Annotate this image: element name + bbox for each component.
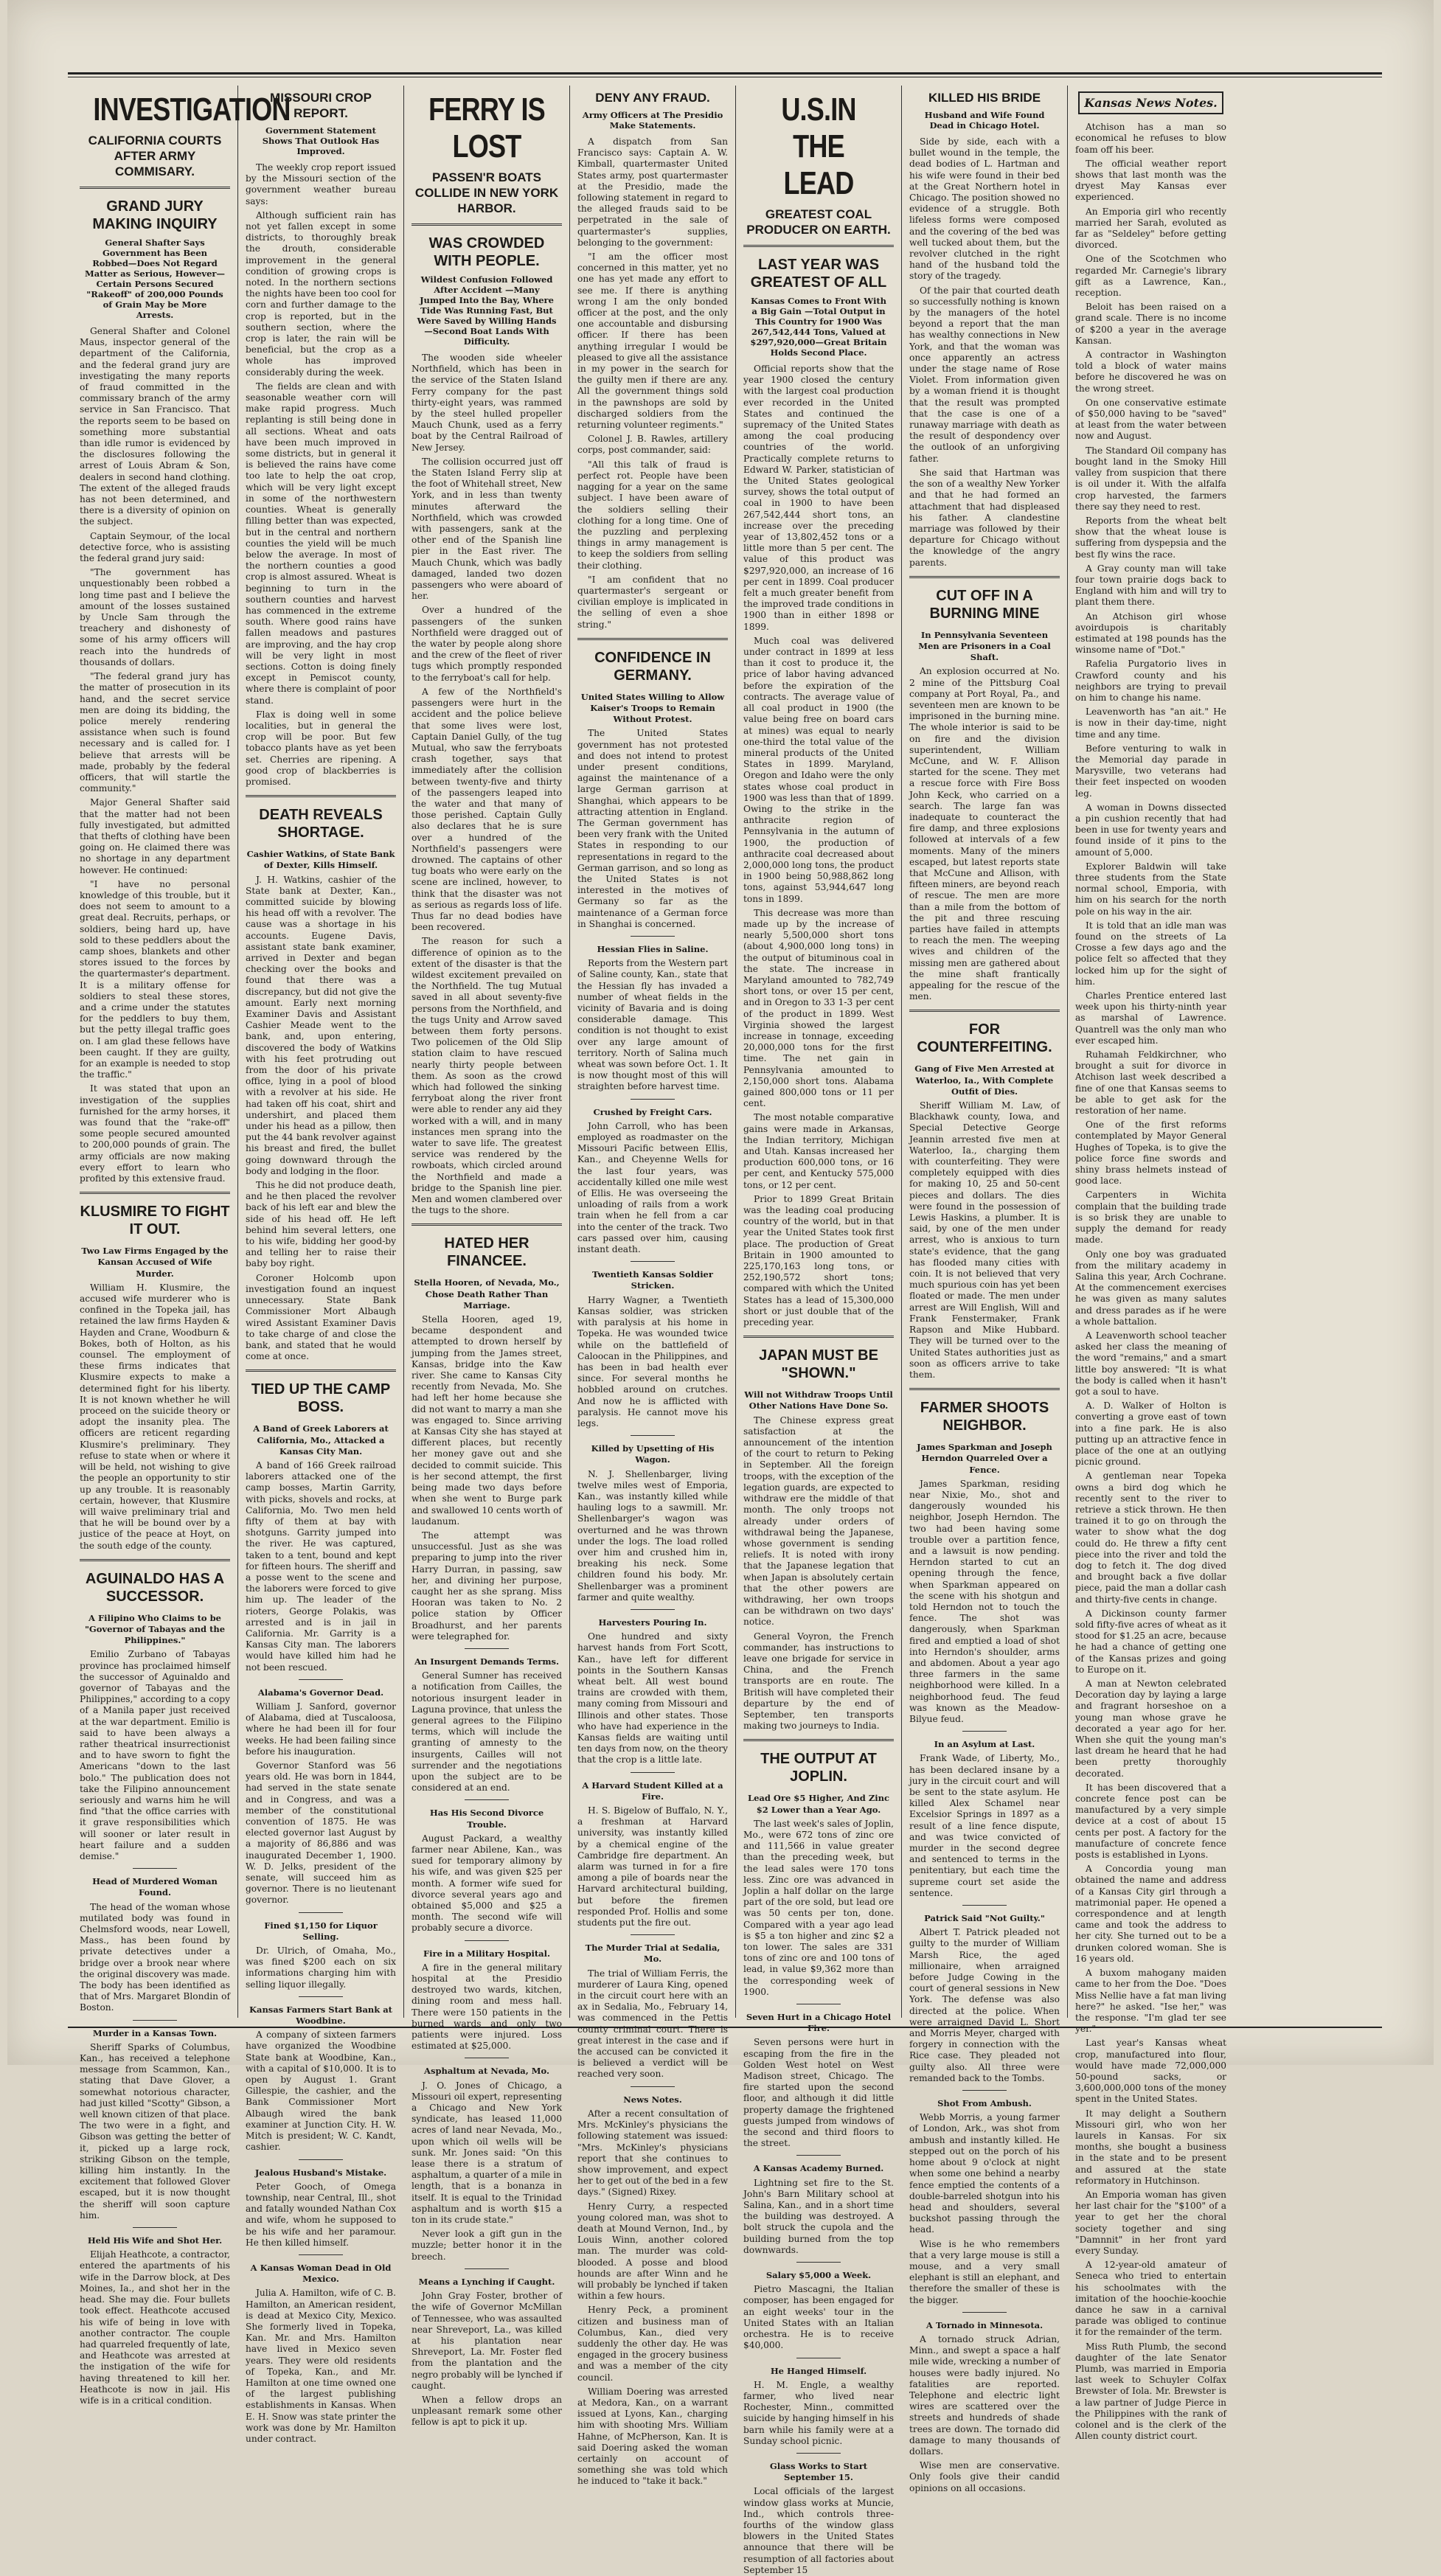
article-paragraph: Official reports show that the year 1900 closed the century with the largest coal production ever recorded in the United States and continued the supremacy of the United States among the coal producing countries of the world. Practically complete returns to Edward W. Parker, statistician of the United States geological survey, shows the total output of coal in 1900 to have been 267,542,444 short tons, an increase over the preceding year of 13,802,452 tons or a little more than 5 per cent. The value of this product was $297,920,000, an increase of 16 per cent in 1899. Coal producer felt a much greater benefit from the improved trade conditions in 1900 than in either 1898 or 1899. [743,364,894,632]
article-paragraph: The reason for such a difference of opinion as to the extent of the disaster is that the wildest excitement prevailed on the Northfield. The tug Mutual saved in all about seventy-five persons from the Northfield, and the tugs Unity and Arrow saved between them forty persons. Two policemen of the Old Slip station claim to have rescued nearly thirty people between them. As soon as the crowd which had followed the sinking ferryboat along the river front were able to render any aid they worked with a will, and in many instances men sprang into the water to save life. The greatest service was rendered by the rowboats, which circled around the Northfield and made a bridge to the Spanish line pier. Men and women clambered over the tugs to the shore. [412,936,562,1216]
article-paragraph: An Atchison girl whose avoirdupois is charitably estimated at 198 pounds has the winsome name of "Dot." [1075,611,1226,656]
article-paragraph: Dr. Ulrich, of Omaha, Mo., was fined $200 each on six informations charging him with selling liquor illegally. [246,1945,396,1990]
top-rule [68,72,1382,74]
article-paragraph: The head of the woman whose mutilated body was found in Chelmsford woods, near Lowell, Mass., has been found by private detectives under a bridge over a brook near where the original discovery was made. The body has been identified as that of Mrs. Margaret Blondin of Boston. [80,1901,230,2013]
article-paragraph: Side by side, each with a bullet wound in the temple, the dead bodies of L. Hartman and his wife were found in their bed at the Great Northern hotel in Chicago. The position showed no evidence of a struggle. Both lifeless forms were composed and the covering of the bed was well tucked about them, but the revolver clutched in the right hand of the husband told the story of the tragedy. [909,136,1060,282]
article-paragraph: The Standard Oil company has bought land in the Smoky Hill valley from suspicion that there is oil under it. With the alfalfa crop harvested, the farmers there say they need to rest. [1075,445,1226,512]
item-headline: Harvesters Pouring In. [598,1617,707,1628]
article-paragraph: A 12-year-old amateur of Seneca who tried to entertain his schoolmates with the imitation of the hoochie-koochie dance he saw in a carnival parade was obliged to continue it for the remainder of the term. [1075,2260,1226,2338]
item-separator [631,1609,675,1610]
item-separator [299,2159,343,2160]
article-paragraph: General Sumner has received a notification from Cailles, the notorious insurgent leader in Laguna province, that unless the general agrees to the Filipino terms, which will include the granting of amnesty to the insurgents, Cailles will not surrender and the negotiations upon the subject are to be considered at an end. [412,1670,562,1794]
article-paragraph: Over a hundred of the passengers of the sunken Northfield were dragged out of the water by people along shore and the crew of the fleet of river tugs which promptly responded to the ferryboat's call for help. [412,605,562,683]
article-paragraph: An explosion occurred at No. 2 mine of the Pittsburg Coal company at Port Royal, Pa., and seventeen men are known to be imprisoned in the burning mine. The whole interior is said to be on fire and the division superintendent, William McCune, and W. F. Allison started for the scene. They met a rescue force with Fire Boss John Keck, who carried on a search. The large fan was inadequate to counteract the fire damp, and three explosions followed at intervals of a few moments. Many of the miners escaped, but latest reports state that McCune and Allison, with fifteen miners, are beyond reach of rescue. The men are more than a mile from the bottom of the pit and three rescuing parties have failed in attempts to reach the men. The weeping wives and children of the missing men are gathered about the mine shaft frantically appealing for the rescue of the men. [909,666,1060,1002]
article-divider [909,1388,1060,1390]
item-headline: Alabama's Governor Dead. [257,1687,384,1698]
column-4 [570,86,736,2487]
article-paragraph: William H. Klusmire, the accused wife murderer who is confined in the Topeka jail, has retained the law firms Hayden & Hayden and Crane, Woodburn & Bokes, both of Holton, as his counsel. The employment of these firms indicates that Klusmire expects to make a determined fight for his liberty. It is not known whether he will proceed on the suicide theory or adopt the insanity plea. The officers are reticent regarding Klusmire's preliminary. They refuse to state when or where it will be held, not wishing to give the people an opportunity to stir up any trouble. It is reasonably certain, however, that Klusmire will waive preliminary trial and that he will be bound over by a justice of the peace at Hoyt, on the south edge of the county. [80,1282,230,1551]
article-paragraph: A man at Newton celebrated Decoration day by laying a large and fragrant horseshoe on a young man whose grave he decorated a year ago for her. When she quit the young man's last dream he heard that he had been pretty thoroughly decorated. [1075,1678,1226,1779]
item-headline: Hessian Flies in Saline. [597,944,709,954]
article-paragraph: John Carroll, who has been employed as roadmaster on the Missouri Pacific between Ellis, Kan., and Cheyenne Wells for the last four years, was accidentally killed one mile west of Ellis. He was overseeing the unloading of rails from a work train when he fell from a car into the center of the track. Two cars passed over him, causing instant death. [577,1120,728,1255]
section-headline: GRAND JURY MAKING INQUIRY [92,198,218,232]
item-headline: A Filipino Who Claims to be "Governor of Tabayas and the Philippines." [84,1612,226,1646]
article-paragraph: It was stated that upon an investigation of the supplies furnished for the army horses, it was found that the "rake-off" some people secured amounted to 200,000 pounds of grain. The army officials are now making every effort to learn who profited by this extensive fraud. [80,1083,230,1184]
article-paragraph: Colonel J. B. Rawles, artillery corps, post commander, said: [577,434,728,456]
deck-summary: Government Statement Shows That Outlook Has Improved. [262,125,380,156]
column-5 [736,86,902,2575]
item-headline: James Sparkman and Joseph Herndon Quarreled Over a Fence. [917,1442,1052,1475]
deck-summary: Wildest Confusion Followed After Accident —Many Jumped Into the Bay, Where Tide Was Running Fast, But Were Saved by Willing Hands—Second Boat Lands With Difficulty. [417,274,557,347]
item-separator [299,2254,343,2255]
article-divider [577,638,728,640]
article-paragraph: Rafelia Purgatorio lives in Crawford county and his neighbors are trying to prevail on him to change his name. [1075,659,1226,703]
section-headline: FARMER SHOOTS NEIGHBOR. [920,1400,1049,1434]
column-3 [404,86,570,2428]
item-headline: Means a Lynching if Caught. [418,2276,555,2287]
article-paragraph: The most notable comparative gains were made in Arkansas, the Indian territory, Michigan and Utah. Kansas increased her production 600,000 tons, or 16 per cent, and Kentucky 575,000 tons, or 12 per cent. [743,1112,894,1190]
item-headline: United States Willing to Allow Kaiser's Troops to Remain Without Protest. [580,691,725,725]
item-separator [631,1261,675,1262]
article-divider [80,1192,230,1194]
article-paragraph: Last year's Kansas wheat crop, manufactured into flour, would have made 72,000,000 50-pound sacks, or 3,600,000,000 tons of the money spent in the United States. [1075,2038,1226,2105]
article-divider [80,1559,230,1561]
article-paragraph: Seven persons were hurt in escaping from the fire in the Golden West hotel on West Madison street, Chicago. The fire started upon the second floor, and although it did little property damage the frightened guests jumped from windows of the second and third floors to the street. [743,2037,894,2149]
item-headline: Kansas Farmers Start Bank at Woodbine. [249,2004,392,2027]
item-separator [631,1934,675,1935]
subheadline: MISSOURI CROP REPORT. [270,91,372,120]
item-headline: Two Law Firms Engaged by the Kansan Accused of Wife Murder. [81,1246,229,1279]
column-2 [238,86,404,2444]
article-paragraph: "The federal grand jury has the matter of prosecution in its hand, and the secret service men are doing its bidding, the police merely rendering assistance when such is found necessary and is called for. I believe that arrests will be made, probably by the federal officers, that will startle the community." [80,671,230,794]
section-headline: KLUSMIRE TO FIGHT IT OUT. [80,1204,230,1238]
section-headline: LAST YEAR WAS GREATEST OF ALL [750,257,887,291]
article-paragraph: Miss Ruth Plumb, the second daughter of the late Senator Plumb, was married in Emporia last week to Schuyler Colfax Brewster of Iola. Mr. Brewster is a law partner of Judge Pierce in the Philippines with the rank of colonel and is the clerk of the Allen county district court. [1075,2341,1226,2442]
item-separator [465,1648,509,1649]
deck-summary: Kansas Comes to Front With a Big Gain —Total Output in This Country for 1900 Was 267,542,444 Tons, Valued at $297,920,000—Great Britain Holds Second Place. [750,296,887,358]
item-headline: Glass Works to Start September 15. [769,2460,868,2483]
article-paragraph: "I am the officer most concerned in this matter, yet no one has yet made any effort to see me. If there is anything wrong I am the only bonded officer at the post, and the only one accountable and disbursing officer. If there has been anything irregular I would be pleased to give all the assistance in my power in the search for the guilty men if there are any. All the government things sold in the pawnshops are sold by discharged soldiers from the returning volunteer regiments." [577,251,728,431]
article-paragraph: Albert T. Patrick pleaded not guilty to the murder of William Marsh Rice, the aged millionaire, when arraigned before Judge Cowing in the court of general sessions in New York. The defense was also directed at the police. When were arraigned David L. Short and Morris Meyer, charged with forgery in connection with the Rice case. They pleaded not guilty also. All three were remanded back to the Tombs. [909,1927,1060,2083]
article-paragraph: Wise men are conservative. Only fools give their candid opinions on all occasions. [909,2460,1060,2493]
article-paragraph: Emilio Zurbano of Tabayas province has proclaimed himself the successor of Aguinaldo and governor of Tabayas and the Philippines," according to a copy of a Manila paper just received at the war department. Emilio is said to have been always a rather theatrical insurrectionist and to have sworn to fight the Americans "down to the last bolo." The publication does not take the Filipino announcement seriously and warns him he will find "that the office carries with it grave responsibilities which will sooner or later result in heart failure and a sudden demise." [80,1649,230,1861]
article-paragraph: Before venturing to walk in the Memorial day parade in Marysville, two veterans had their feet inspected on wooden leg. [1075,743,1226,799]
article-paragraph: Reports from the wheat belt show that the wheat louse is suffering from dyspepsia and the best fly wins the race. [1075,515,1226,560]
article-paragraph: "All this talk of fraud is perfect rot. People have been nagging for a year on the same subject. I have been aware of the soldiers selling their clothing for a long time. One of the puzzling and perplexing things in army management is to keep the soldiers from selling their clothing. [577,459,728,571]
article-paragraph: Lightning set fire to the St. John's Barn Military school at Salina, Kan., and in a short time the building was destroyed. A bolt struck the cupola and the building burned from the top downwards. [743,2177,894,2255]
article-paragraph: It has been discovered that a concrete fence post can be manufactured by a very simple device at a cost of about 15 cents per post. A factory for the manufacture of concrete fence posts is established in Lyons. [1075,1782,1226,1861]
item-headline: A Band of Greek Laborers at California, Mo., Attacked a Kansas City Man. [253,1423,389,1457]
article-paragraph: H. M. Engle, a wealthy farmer, who lived near Rochester, Minn., committed suicide by hanging himself in his barn while his family were at a Sunday school picnic. [743,2379,894,2446]
item-headline: A Kansas Academy Burned. [753,2163,884,2174]
article-paragraph: Beloit has been raised on a grand scale. There is no income of $200 a year in the average Kansan. [1075,302,1226,346]
section-headline: DEATH REVEALS SHORTAGE. [259,807,383,841]
article-paragraph: "I have no personal knowledge of this trouble, but it does not seem to amount to a great deal. Recruits, perhaps, or soldiers, being hard up, have sold to these peddlers about the camp shoes, blankets and other stores issued to the forces by the quartermaster's department. It is a military offense for soldiers to steal these stores, and a crime under the statutes for the peddlers to buy them, but the petty illegal traffic goes on. I am glad these fellows have been caught. If they are guilty, for an example is needed to stop the traffic." [80,878,230,1080]
item-headline: Lead Ore $5 Higher, And Zinc $2 Lower than a Year Ago. [748,1793,889,1815]
article-paragraph: Captain Seymour, of the local detective force, who is assisting the federal grand jury said: [80,530,230,564]
article-paragraph: It may delight a Southern Missouri girl, who won her laurels in Kansas. For six months, she bought a business in the state and to be present and assured at the state reformatory in Hutchinson. [1075,2108,1226,2186]
article-paragraph: Peter Gooch, of Omega township, near Central, Ill., shot and fatally wounded Nathan Cox and wife, whom he supposed to be his wife and her paramour. He then killed himself. [246,2181,396,2248]
article-paragraph: Elijah Heathcote, a contractor, entered the apartments of his wife in the Darrow block, at Des Moines, Ia., and shot her in the head. She may die. Four bullets took effect. Heathcote accused his wife of being in love with another contractor. The couple had quarreled frequently of late, and Heathcote was arrested at the instigation of the wife for having threatened to kill her. Heathcote is now in jail. His wife is in a critical condition. [80,2249,230,2406]
deck-summary: Army Officers at The Presidio Make Statements. [582,110,723,131]
item-headline: Held His Wife and Shot Her. [87,2235,223,2246]
article-paragraph: Major General Shafter said that the matter had not been fully investigated, but admitted that thefts of clothing have been going on. He claimed there was no shortage in any department however. He continued: [80,797,230,875]
article-paragraph: Sheriff William M. Law, of Blackhawk county, Iowa, and Special Detective George Jeannin arrested five men at Waterloo, Ia., charging them with counterfeiting. They were completely equipped with dies for making 10, 25 and 50-cent pieces and dollars. The dies were found in the possession of Lewis Haskins, a plumber. It is said, by one of the men under arrest, who is anxious to turn state's evidence, that the gang has flooded many cities with coin. It is not believed that very much spurious coin has yet been floated or made. The men under arrest are Will English, Will and Frank Fenstermaker, Frank Rapson and Mike Hubbard. They will be turned over to the United States authorities just as soon as officers arrive to take them. [909,1100,1060,1380]
item-separator [299,1679,343,1680]
article-paragraph: Ruhamah Feldkirchner, who brought a suit for divorce in Atchison last week described a fine of one that Kansas seems to be able to get ask for the restoration of her name. [1075,1049,1226,1117]
article-paragraph: Charles Prentice entered last week upon his thirty-ninth year as marshal of Lawrence. Quantrell was the only man who ever escaped him. [1075,990,1226,1046]
item-headline: He Hanged Himself. [770,2365,867,2376]
article-divider [909,576,1060,578]
article-paragraph: The collision occurred just off the Staten Island Ferry slip at the foot of Whitehall street, New York, and in less than twenty minutes afterward the Northfield, which was crowded with passengers, sank at the other end of the Spanish line pier in the East river. The Mauch Chunk, which was badly damaged, landed two dozen passengers who were aboard of her. [412,456,562,602]
item-headline: Salary $5,000 a Week. [765,2270,872,2281]
article-paragraph: The attempt was unsuccessful. Just as she was preparing to jump into the river Harry Durran, in passing, saw her, and divining her purpose, caught her as she sprang. Miss Hooran was taken to No. 2 police station by Officer Broadhurst, and her parents were telegraphed for. [412,1530,562,1642]
item-headline: Will not Withdraw Troops Until Other Nations Have Done So. [744,1389,893,1412]
article-paragraph: One of the Scotchmen who regarded Mr. Carnegie's library gift as a Lawrence, Kan., reception. [1075,254,1226,299]
article-paragraph: She said that Hartman was the son of a wealthy New Yorker and that he had formed an attachment that had displeased his father. A clandestine marriage was followed by their departure for Chicago without the knowledge of the angry parents. [909,467,1060,568]
newspaper-page [7,0,1434,2575]
article-paragraph: It is told that an idle man was found on the streets of La Crosse a few days ago and the police felt so affected that they locked him up for the sight of him. [1075,920,1226,987]
article-paragraph: A Concordia young man obtained the name and address of a Kansas City girl through a matrimonial paper. He opened a correspondence and at length came and took the address to her city. She turned out to be a drunken colored woman. She is 16 years old. [1075,1864,1226,1964]
article-paragraph: Stella Hooren, aged 19, became despondent and attempted to drown herself by jumping from the James street, Kansas, bridge into the Kaw river. She came to Kansas City recently from Nevada, Mo. She had left her home because she did not want to marry a man she was engaged to. Since arriving at Kansas City she has stayed at different places, but recently her money gave out and she decided to commit suicide. This is her second attempt, the first being made two days before when she went to Burge park and swallowed 10 cents worth of laudanum. [412,1314,562,1527]
item-separator [299,1996,343,1997]
item-separator [133,2227,177,2228]
article-paragraph: J. H. Watkins, cashier of the State bank at Dexter, Kan., committed suicide by blowing his head off with a revolver. The cause was a shortage in his accounts. Eugene Davis, assistant state bank examiner, arrived in Dexter and began checking over the books and found that there was a discrepancy, but did not give the amount. Early next morning Examiner Davis and Assistant Cashier Meade went to the bank, and, upon entering, discovered the body of Watkins with his feet protruding out from the door of his private office, lying in a pool of blood with a revolver at his side. He had taken off his coat, shirt and undershirt, and placed them under his head as a pillow, then put the 44 bank revolver against his breast and fired, the bullet going downward through the body and lodging in the floor. [246,874,396,1176]
section-headline: CUT OFF IN A BURNING MINE [929,587,1040,622]
article-paragraph: H. S. Bigelow of Buffalo, N. Y., a freshman at Harvard university, was instantly killed by a chemical engine of the Cambridge fire department. An alarm was turned in for a fire among a pile of boards near the Harvard architectural building, but before the firemen responded Prof. Hollis and some students put the fire out. [577,1805,728,1928]
article-paragraph: The fields are clean and with seasonable weather corn will make rapid progress. Much replanting is still being done in all sections. Wheat and oats have been much improved in some districts, but in general it is believed the rains have come too late to help the oat crop, which will be very light except in some of the northwestern counties. Wheat is generally filling better than was expected, but in the central and northern counties the yield will be much below the average. In most of the northern counties a good crop is almost assured. Wheat is beginning to turn in the southern counties and harvest has commenced in the extreme south. Where good rains have fallen meadows and pastures are improving, and the hay crop will be very light in most sections. Cotton is doing finely except in Pemiscot county, where there is complaint of poor stand. [246,381,396,706]
item-separator [962,1905,1007,1906]
bottom-rule [68,2027,1382,2028]
item-headline: An Insurgent Demands Terms. [414,1656,559,1667]
article-paragraph: Pietro Mascagni, the Italian composer, has been engaged for an eight weeks' tour in the United States with an Italian orchestra. He is to receive $40,000. [743,2284,894,2351]
subheadline: KILLED HIS BRIDE [928,91,1041,105]
article-paragraph: Sheriff Sparks of Columbus, Kan., has received a telephone message from Scammon, Kan., stating that Dave Glover, a somewhat notorious character, had just killed "Scotty" Gibson, a well known citizen of that place. The two were in a fight, and Gibson was getting the better of it, picked up a large rock, striking Gibson on the temple, killing him instantly. In the excitement that followed Glover escaped, but it is now thought the sheriff will soon capture him. [80,2041,230,2221]
item-headline: A Harvard Student Killed at a Fire. [582,1780,723,1802]
article-paragraph: N. J. Shellenbarger, living twelve miles west of Emporia, Kan., was instantly killed while hauling logs to a sawmill. Mr. Shellenbarger's wagon was overturned and he was thrown under the logs. The load rolled over him and crushed him in, breaking his neck. Some children found his body. Mr. Shellenbarger was a prominent farmer and quite wealthy. [577,1468,728,1603]
article-paragraph: When a fellow drops an unpleasant remark some other fellow is apt to pick it up. [412,2394,562,2428]
subheadline: PASSEN'R BOATS COLLIDE IN NEW YORK HARBOR. [414,170,559,215]
item-separator [631,1099,675,1100]
deck-summary: General Shafter Says Government has Been Robbed—Does Not Regard Matter as Serious, However—Certain Persons Secured "Rakeoff" of 200,000 Pounds of Grain May be More Arrests. [85,237,225,320]
article-paragraph: Governor Stanford was 56 years old. He was born in 1844, had served in the state senate and in Congress, and was a member of the constitutional convention of 1875. He was elected governor last August by a majority of 86,886 and was inaugurated December 1, 1900. W. D. Jelks, president of the senate, will succeed him as governor. There is no lieutenant governor. [246,1760,396,1906]
section-headline: FOR COUNTERFEITING. [917,1021,1052,1056]
article-paragraph: General Voyron, the French commander, has instructions to leave one brigade for service in China, and the French transports are en route. The British will have completed their departure by the end of September, ten transports making two journeys to India. [743,1631,894,1732]
article-paragraph: General Shafter and Colonel Maus, inspector general of the department of the California, and the federal grand jury are investigating the many reports of fraud committed in the commissary branch of the army service in San Francisco. That the reports seem to be based on something more substantial than idle rumor is evidenced by the disclosures following the arrest of Louis Abram & Son, dealers in second hand clothing. The extent of the alleged frauds has not been determined, and there is a diversity of opinion on the subject. [80,326,230,527]
article-paragraph: On one conservative estimate of $50,000 having to be "saved" at least from the water between now and August. [1075,397,1226,442]
item-separator [465,1940,509,1941]
article-paragraph: The official weather report shows that last month was the dryest May Kansas ever experienced. [1075,158,1226,203]
item-separator [631,1435,675,1436]
subheadline: GREATEST COAL PRODUCER ON EARTH. [746,207,891,237]
item-separator [465,1799,509,1800]
article-paragraph: "I am confident that no quartermaster's sergeant or civilian employe is implicated in the selling of even a shoe string." [577,574,728,630]
item-separator [796,2453,841,2454]
article-paragraph: Henry Peck, a prominent citizen and business man of Columbus, Kan., died very suddenly the other day. He was engaged in the grocery business and was a member of the city council. [577,2305,728,2383]
article-paragraph: William Doering was arrested at Medora, Kan., on a warrant issued at Lyons, Kan., charging him with shooting Mrs. William Hahne, of McPherson, Kan. It is said Doering asked the woman certainly on account of something she was told which he induced to "take it back." [577,2386,728,2487]
item-separator [631,2086,675,2087]
article-divider [80,187,230,189]
article-divider [743,1336,894,1338]
item-separator [631,936,675,937]
article-paragraph: A. D. Walker of Holton is converting a grove east of town into a fine park. He is also putting up an attractive fence in place of the one at an outlying picnic ground. [1075,1400,1226,1468]
section-headline: JAPAN MUST BE "SHOWN." [759,1347,878,1382]
article-paragraph: J. O. Jones of Chicago, a Missouri oil expert, representing a Chicago and New York syndicate, has leased 11,000 acres of land near Nevada, Mo., upon which oil wells will be sunk. Mr. Jones said: "On this lease there is a stratum of asphaltum, a quarter of a mile in length, that is a bonanza in itself. It is equal to the Trinidad asphaltum and is worth $15 a ton in its crude state." [412,2080,562,2226]
item-headline: Seven Hurt in a Chicago Hotel Fire. [746,2012,892,2034]
article-paragraph: A Gray county man will take four town prairie dogs back to England with him and will try to plant them there. [1075,563,1226,608]
item-headline: In an Asylum at Last. [934,1739,1035,1750]
item-headline: Stella Hooren, of Nevada, Mo., Chose Death Rather Than Marriage. [414,1277,560,1310]
article-paragraph: One hundred and sixty harvest hands from Fort Scott, Kan., have left for different points in the Southern Kansas wheat belt. All west bound trains are crowded with them, many coming from Missouri and Illinois and other states. Those who have had experience in the Kansas fields are waiting until ten days from now, on the theory that the crop is a little late. [577,1631,728,1766]
article-paragraph: Coroner Holcomb upon investigation found an inquest unnecessary. State Bank Commissioner Mort Albaugh wired Assistant Examiner Davis to take charge of and close the bank, and stated that he would come at once. [246,1272,396,1362]
article-paragraph: An Emporia girl who recently married her Sarah, evoluted as far as "Seldeley" before getting divorced. [1075,206,1226,251]
item-headline: Cashier Watkins, of State Bank of Dexter, Kills Himself. [246,849,395,871]
article-paragraph: A fire in the general military hospital at the Presidio destroyed two wards, kitchen, dining room and mess hall. There were 150 patients in the burned wards and only two patients were injured. Loss estimated at $25,000. [412,1962,562,2052]
column-7 [1068,86,1234,2442]
column-grid [72,86,1400,2575]
article-paragraph: This decrease was more than made up by the increase of nearly 5,500,000 short tons (about 4,900,000 long tons) in the output of bituminous coal in the state. The increase in Maryland amounted to 782,749 short tons, or over 15 per cent, and in Oregon to 33 1-3 per cent of the product in 1899. West Virginia showed the largest increase in tonnage, exceeding 20,000,000 tons for the first time. The net gain in Pennsylvania amounted to 2,150,000 short tons. Alabama gained 800,000 tons or 11 per cent. [743,907,894,1109]
item-headline: Fire in a Military Hospital. [423,1948,550,1959]
article-paragraph: The last week's sales of Joplin, Mo., were 672 tons of zinc ore and 111,566 in value greater than the preceding week, but the lead sales were 170 tons less. Zinc ore was advanced in Joplin a half dollar on the large part of the ore sold, but lead ore was 50 cents per ton, done. Compared with a year ago lead is $5 a ton higher and zinc $2 a ton lower. The sales are 331 tons of zinc ore and 100 tons of lead, in value $9,362 more than the corresponding week of 1900. [743,1818,894,1997]
article-divider [743,1739,894,1741]
article-divider [412,1223,562,1226]
article-paragraph: This he did not produce death, and he then placed the revolver back of his left ear and blew the side of his head off. He left behind him several letters, one to his wife, bidding her good-by and telling her to raise their baby boy right. [246,1180,396,1269]
article-paragraph: A company of sixteen farmers have organized the Woodbine State bank at Woodbine, Kan., with a capital of $10,000. It is to open by August 1. Grant Gillespie, the cashier, and the Bank Commissioner Mort Albaugh wired the bank examiner at Junction City. H. W. Mitch is president; W. C. Kandt, cashier. [246,2030,396,2153]
item-headline: Head of Murdered Woman Found. [92,1876,218,1898]
item-separator [962,2090,1007,2091]
item-headline: Jealous Husband's Mistake. [254,2167,387,2178]
article-paragraph: The weekly crop report issued by the Missouri section of the government weather bureau says: [246,162,396,206]
headline: FERRY IS LOST [428,91,545,164]
item-separator [133,2020,177,2021]
item-headline: Gang of Five Men Arrested at Waterloo, Ia., With Complete Outfit of Dies. [914,1063,1055,1097]
item-headline: Crushed by Freight Cars. [593,1106,712,1117]
item-headline: A Kansas Woman Dead in Old Mexico. [250,2262,392,2285]
article-paragraph: The Chinese express great satisfaction at the announcement of the intention of the court to return to Peking in September. All the foreign troops, with the exception of the legation guards, are expected to withdraw ere the middle of that month. The only troops not already under orders of withdrawal being the Japanese, whose government is sending reliefs. It is noted with irony that the Japanese legation that when Japan is absolutely certain that the other powers are withdrawing, her own troops can be withdrawn on two days' notice. [743,1414,894,1628]
item-headline: Has His Second Divorce Trouble. [429,1808,544,1830]
article-paragraph: A woman in Downs dissected a pin cushion recently that had been in use for twenty years and found inside of it pins to the amount of 5,000. [1075,802,1226,858]
item-headline: Twentieth Kansas Soldier Stricken. [592,1269,713,1291]
article-paragraph: Of the pair that courted death so successfully nothing is known by the managers of the hotel beyond a report that the man has wealthy connections in New York, and that the woman was once apparently an actress under the stage name of Rose Violet. From information given by a woman friend it is thought that the result was prompted that the case is one of a runaway marriage with death as the result of despondency over the outlook of an unforgiving father. [909,285,1060,464]
item-separator [465,2268,509,2269]
article-divider [743,245,894,247]
article-paragraph: Atchison has a man so economical he refuses to blow foam off his beer. [1075,122,1226,155]
article-paragraph: A Leavenworth school teacher asked her class the meaning of the word "remains," and a smart little boy answered: "It is what the body is called when it hasn't got a soul to have. [1075,1330,1226,1397]
article-paragraph: Only one boy was graduated from the military academy in Salina this year, Arch Cochrane. At the commencement exercises he was given as many salutes and dress parades as if he were a whole battalion. [1075,1249,1226,1327]
article-paragraph: August Packard, a wealthy farmer near Abilene, Kan., was sued for temporary alimony by his wife, and was given $25 per month. A former wife sued for divorce several years ago and obtained $5,000 and $25 a month. The second wife will probably secure a divorce. [412,1833,562,1934]
section-headline: THE OUTPUT AT JOPLIN. [760,1751,877,1785]
article-paragraph: Explorer Baldwin will take three students from the State normal school, Emporia, with him on his search for the north pole on his way in the air. [1075,861,1226,917]
article-paragraph: Reports from the Western part of Saline county, Kan., state that the Hessian fly has invaded a number of wheat fields in the vicinity of Bavaria and is doing considerable damage. This condition is not thought to exist over any large amount of territory. North of Salina much wheat was sown before Oct. 1. It is now thought most of this will straighten before harvest time. [577,958,728,1092]
article-paragraph: A band of 166 Greek railroad laborers attacked one of the camp bosses, Martin Garrity, with picks, shovels and rocks, at California, Mo. Two men held fifty of them at bay with shotguns. Garrity jumped into the river. He was captured, taken to a tent, bound and kept for fifteen hours. The sheriff and a posse went to the scene and the laborers were forced to give him up. The leader of the rioters, George Polakis, was arrested and is in jail in California. Mr. Garrity is a Kansas City man. The laborers would have killed him had he not been rescued. [246,1459,396,1673]
item-separator [631,1772,675,1773]
article-paragraph: A buxom mahogany maiden came to her from the Doe. "Does Miss Nellie have a fat man living here?" he asked. "Ise her," was the response. "I'm glad ter see yer." [1075,1968,1226,2035]
article-paragraph: John Gray Foster, brother of the wife of Governor McMillan of Tennessee, who was assaulted near Shreveport, La., was killed at his plantation near Shreveport, La. Mr. Foster fled from the plantation and the negro probably will be lynched if caught. [412,2291,562,2391]
article-paragraph: The trial of William Ferris, the murderer of Laura King, opened in the circuit court here with an ax in Sedalia, Mo., February 14, was commenced in the Pettis county criminal court. There is great interest in the case and if the accused can be convicted it is believed a verdict will be reached very soon. [577,1968,728,2080]
item-separator [299,1912,343,1913]
section-headline: WAS CROWDED WITH PEOPLE. [428,235,545,269]
subheadline: CALIFORNIA COURTS AFTER ARMY COMMISARY. [88,133,222,178]
section-headline: AGUINALDO HAS A SUCCESSOR. [85,1570,225,1605]
headline: U.S.IN THE LEAD [781,91,856,201]
item-headline: Patrick Said "Not Guilty." [924,1913,1045,1924]
section-headline: HATED HER FINANCEE. [444,1235,529,1270]
item-headline: Murder in a Kansas Town. [92,2027,218,2038]
item-headline: In Pennsylvania Seventeen Men are Prisoners in a Coal Shaft. [918,629,1051,663]
article-paragraph: Although sufficient rain has not yet fallen except in some districts, to thoroughly break the drouth, considerable improvement in the general condition of growing crops is noted. In the northern sections the nights have been too cool for corn and further damage to the crop is reported, but in the southern section, where the crop is later, the rain will be beneficial, but the crop as a whole has improved considerably during the week. [246,209,396,378]
item-separator [133,1868,177,1869]
article-paragraph: "The government has unquestionably been robbed a long time past and I believe the amount of the losses sustained by Uncle Sam through the treachery and dishonesty of some of his army officers will reach into the hundreds of thousands of dollars. [80,567,230,667]
article-paragraph: The United States government has not protested and does not intend to protest under present conditions, against the maintenance of a large German garrison at Shanghai, which appears to be attracting attention in England. The German government has been very frank with the United States in responding to our representations in regard to the German garrison, and so long as the United States is not interested in the motives of Germany so far as the maintenance of a German force in Shanghai is concerned. [577,728,728,929]
article-paragraph: Harry Wagner, a Twentieth Kansas soldier, was stricken with paralysis at his home in Topeka. He was wounded twice while on the battlefield of Caloocan in the Philippines, and has been in bad health ever since. For several months he hobbled around on crutches. And now he is afflicted with paralysis. He cannot move his legs. [577,1294,728,1428]
section-headline: TIED UP THE CAMP BOSS. [251,1381,391,1416]
item-headline: The Murder Trial at Sedalia, Mo. [585,1943,720,1965]
article-divider [246,1369,396,1372]
article-divider [412,223,562,226]
section-headline: CONFIDENCE IN GERMANY. [594,649,711,684]
article-paragraph: Flax is doing well in some localities, but in general the crop will be poor. But few tobacco plants have as yet been set. Cherries are ripening. A good crop of blackberries is promised. [246,709,396,787]
item-headline: Asphaltum at Nevada, Mo. [424,2066,549,2077]
article-paragraph: Julia A. Hamilton, wife of C. B. Hamilton, an American resident, is dead at Mexico City, Mexico. She formerly lived in Topeka, Kan. Mr. and Mrs. Hamilton have lived in Mexico seven years. They were old residents of Topeka, Kan., and Mr. Hamilton at one time owned one of the largest publishing establishments in Kansas. When E. H. Snow was state printer the work was done by Mr. Hamilton under contract. [246,2288,396,2444]
article-paragraph: Leavenworth has "an ait." He is now in their day-time, night time and any time. [1075,707,1226,740]
article-paragraph: Henry Curry, a respected young colored man, was shot to death at Mound Vernon, Ind., by Louis Winn, another colored man. The murder was cold-blooded. A posse and blood hounds are after Winn and he will probably be lynched if taken within a few hours. [577,2201,728,2302]
article-paragraph: One of the first reforms contemplated by Mayor General Hughes of Topeka, is to give the police force fine swords and shiny brass helmets instead of good lace. [1075,1119,1226,1187]
item-separator [962,1731,1007,1732]
article-paragraph: A tornado struck Adrian, Minn., and swept a space a half mile wide, wrecking a number of houses were badly injured. No fatalities are reported. Telephone and electric light wires are scattered over the streets and hundreds of shade trees are down. The tornado did damage to many thousands of dollars. [909,2333,1060,2457]
subheadline: DENY ANY FRAUD. [595,91,710,105]
article-paragraph: A contractor in Washington told a block of water mains before he discovered he was on the wrong street. [1075,350,1226,394]
item-separator [962,2312,1007,2313]
article-paragraph: William J. Sanford, governor of Alabama, died at Tuscaloosa, where he had been ill for four weeks. He had been failing since before his inauguration. [246,1701,396,1757]
article-paragraph: Frank Wade, of Liberty, Mo., has been declared insane by a jury in the circuit court and will be sent to the state asylum. He killed Alex Schamel near Excelsior Springs in 1897 as a result of a line fence dispute, and was twice convicted of murder in the second degree and sentenced to terms in the penitentiary, but each time the supreme court set aside the sentence. [909,1753,1060,1898]
article-paragraph: A dispatch from San Francisco says: Captain A. W. Kimball, quartermaster United States army, post quartermaster at the Presidio, made the following statement in regard to the alleged frauds said to be perpetrated in the sale of quartermaster's supplies, belonging to the government: [577,136,728,248]
article-paragraph: A few of the Northfield's passengers were hurt in the accident and the police believe that some lives were lost, Captain Daniel Gully, of the tug Mutual, who saw the ferryboats crash together, says that immediately after the collision between twenty-five and thirty of the passengers leaped into the water and that many of those perished. Captain Gully also declares that he is sure over a hundred of the Northfield's passengers were drowned. The captains of other tug boats who were early on the scene are inclined, however, to think that the disaster was not as serious as regards loss of life. Thus far no dead bodies have been recovered. [412,686,562,933]
item-separator [796,2262,841,2263]
article-paragraph: A gentleman near Topeka owns a bird dog which he recently sent to the river to retrieve a stick thrown. He then trained it to go on through the water to show what the dog could do. He threw a fifty cent piece into the river and told the dog to fetch it. The dog dived and brought back a five dollar piece, paid the man a dollar cash and thirty-five cents in change. [1075,1471,1226,1605]
article-paragraph: The wooden side wheeler Northfield, which has been in the service of the Staten Island Ferry company for the past thirty-eight years, was rammed by the steel hulled propeller Mauch Chunk, used as a ferry boat by the Central Railroad of New Jersey. [412,353,562,453]
article-paragraph: Local officials of the largest window glass works at Muncie, Ind., which controls three-fourths of the window glass blowers in the United States announce that there will be resumption of all factories about September 15 [743,2486,894,2575]
item-headline: A Tornado in Minnesota. [926,2319,1044,2330]
deck-summary: Husband and Wife Found Dead in Chicago Hotel. [924,110,1045,131]
headline: INVESTIGATION [93,91,291,128]
article-paragraph: Webb Morris, a young farmer of London, Ark., was shot from ambush and instantly killed. He stepped out on the porch of his home about 9 o'clock at night when some one behind a nearby fence emptied the contents of a double-barreled shotgun into his head and shoulders, several buckshot passing through the head. [909,2112,1060,2235]
article-divider [909,1010,1060,1012]
item-headline: Fined $1,150 for Liquor Selling. [264,1920,378,1942]
item-separator [796,2155,841,2156]
article-paragraph: Wise is he who remembers that a very large mouse is still a mouse, and a very small elephant is still an elephant, and therefore the smaller of these is the bigger. [909,2238,1060,2305]
article-paragraph: Never look a gift gun in the muzzle; better honor it in the breech. [412,2229,562,2262]
article-paragraph: After a recent consultation of Mrs. McKinley's physicians the following statement was issued: "Mrs. McKinley's physicians report that she continues to show improvement, and expect her to get out of the bed in a few days." (Signed) Rixey. [577,2108,728,2198]
column-6 [902,86,1068,2493]
column-1 [72,86,291,2406]
article-paragraph: An Emporia woman has given her last chair for the "$100" of a year to get her the choral society together and sing "Damnnit" in her front yard every Sunday. [1075,2189,1226,2256]
item-headline: News Notes. [623,2094,682,2105]
column-title-box: Kansas News Notes. [1078,91,1223,114]
article-paragraph: Carpenters in Wichita complain that the building trade is so brisk they are unable to supply the demand for ready made. [1075,1190,1226,1246]
article-paragraph: A Dickinson county farmer sold fifty-five acres of wheat as it stood for $1.25 an acre, because he had a chance of getting one of the Kansas prizes and going to Europe on it. [1075,1608,1226,1675]
article-paragraph: James Sparkman, residing near Nixie, Mo., shot and dangerously wounded his neighbor, Joseph Herndon. The two had been having some trouble over a partition fence, and a lawsuit is now pending. Herndon started to cut an opening through the fence, when Sparkman appeared on the scene with his shotgun and told Herndon not to touch the fence. The shot was dangerously, when Sparkman fired and emptied a load of shot into Herndon's shoulder, arms and abdomen. About a year ago three farmers in the same neighborhood were killed. In a neighborhood feud. The feud was known as the Meadow-Bilyue feud. [909,1478,1060,1724]
article-paragraph: Prior to 1899 Great Britain was the leading coal producing country of the world, but in that year the United States took first place. The production of Great Britain in 1900 amounted to 225,170,163 long tons, or 252,190,572 short tons; compared with which the United States has a lead of 15,300,000 short or just double that of the preceding year. [743,1193,894,1328]
item-headline: Shot From Ambush. [937,2098,1032,2109]
item-headline: Killed by Upsetting of His Wagon. [591,1443,715,1465]
article-divider [246,795,396,797]
article-paragraph: Much coal was delivered under contract in 1899 at less than it cost to produce it, the price of labor having advanced before the expiration of the contracts. The average value of all coal product in 1900 (the value being free on board cars at mines) was equal to nearly one-third the total value of the mineral products of the United States in 1899. Maryland, Oregon and Idaho were the only states whose coal product in 1900 was less than that of 1899. Owing to the strike in the anthracite region of Pennsylvania in the autumn of 1900, the production of anthracite coal decreased about 2,000,000 long tons, the product in 1900 being 50,988,862 long tons, against 53,944,647 long tons in 1899. [743,635,894,904]
